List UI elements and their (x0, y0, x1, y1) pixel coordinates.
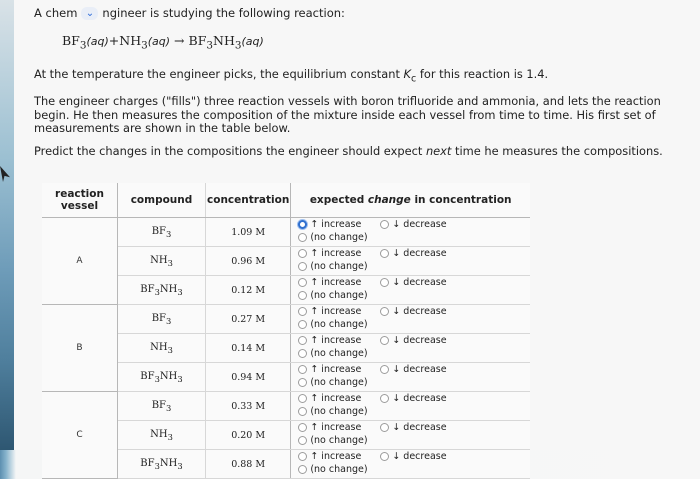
compound-cell: $BF_3NH_3$ (118, 450, 206, 479)
compound-cell: $NH_3$ (118, 421, 206, 450)
chevron-down-icon[interactable]: ⌄ (81, 7, 98, 20)
concentration-cell: 0.88 M (206, 450, 291, 479)
plus-sign: + (108, 33, 120, 48)
option-label: (no change) (310, 406, 368, 417)
option-label: ↑ increase (310, 219, 362, 230)
change-options (291, 334, 530, 363)
reactant2-sub: 3 (141, 39, 148, 52)
option-nochange[interactable] (298, 348, 367, 359)
radio-decrease[interactable] (380, 336, 389, 345)
radio-decrease[interactable] (380, 220, 389, 229)
option-label: ↑ increase (310, 364, 362, 375)
radio-nochange[interactable] (298, 436, 307, 445)
option-nochange[interactable] (298, 435, 367, 446)
product-mid: NH (213, 33, 235, 48)
reactant2: NH (119, 33, 142, 48)
radio-decrease[interactable] (380, 307, 389, 316)
table-row (42, 218, 530, 247)
option-label: (no change) (310, 290, 368, 301)
header-expected-change: expected change in concentration (291, 183, 530, 218)
option-nochange[interactable] (298, 232, 367, 243)
radio-increase[interactable] (298, 452, 307, 461)
vessel-label: C (42, 392, 118, 479)
option-decrease[interactable] (380, 306, 456, 317)
radio-increase[interactable] (298, 394, 307, 403)
radio-nochange[interactable] (298, 465, 307, 474)
concentration-cell: 0.94 M (206, 363, 291, 392)
reactant1: BF (62, 33, 80, 48)
radio-increase[interactable] (298, 336, 307, 345)
option-label: ↑ increase (310, 451, 362, 462)
option-label: ↓ decrease (392, 335, 447, 346)
change-options (291, 218, 530, 247)
radio-nochange[interactable] (298, 262, 307, 271)
option-label: ↑ increase (310, 422, 362, 433)
change-options (291, 247, 530, 276)
option-label: ↓ decrease (392, 277, 447, 288)
option-label: (no change) (310, 377, 368, 388)
radio-nochange[interactable] (298, 233, 307, 242)
option-decrease[interactable] (380, 364, 456, 375)
change-options (291, 450, 530, 479)
radio-increase[interactable] (298, 220, 307, 229)
option-label: (no change) (310, 319, 368, 330)
product: BF (188, 33, 207, 48)
option-label: (no change) (310, 232, 368, 243)
radio-increase[interactable] (298, 423, 307, 432)
concentration-cell: 0.96 M (206, 247, 291, 276)
concentration-cell: 0.12 M (206, 276, 291, 305)
option-nochange[interactable] (298, 319, 367, 330)
compound-cell: $BF_3NH_3$ (118, 276, 206, 305)
option-label: ↑ increase (310, 306, 362, 317)
product-state: (aq) (241, 35, 264, 48)
radio-nochange[interactable] (298, 407, 307, 416)
radio-increase[interactable] (298, 249, 307, 258)
reaction-equation (62, 33, 264, 52)
desktop-background-strip (0, 0, 14, 450)
option-label: ↓ decrease (392, 364, 447, 375)
table-row (42, 392, 530, 421)
concentration-cell: 0.33 M (206, 392, 291, 421)
intro-prefix: A chem (34, 6, 78, 20)
option-increase[interactable] (298, 393, 374, 404)
option-label: ↑ increase (310, 335, 362, 346)
option-label: ↑ increase (310, 277, 362, 288)
concentration-cell: 0.14 M (206, 334, 291, 363)
radio-nochange[interactable] (298, 378, 307, 387)
change-options (291, 392, 530, 421)
option-nochange[interactable] (298, 290, 367, 301)
reactant1-sub: 3 (79, 39, 87, 52)
option-decrease[interactable] (380, 277, 456, 288)
reactant1-state: (aq) (86, 35, 109, 48)
intro-line (34, 6, 345, 20)
table-header-row (42, 183, 530, 218)
option-decrease[interactable] (380, 393, 456, 404)
option-increase[interactable] (298, 277, 374, 288)
option-increase[interactable] (298, 422, 374, 433)
option-increase[interactable] (298, 335, 374, 346)
option-label: (no change) (310, 464, 368, 475)
radio-decrease[interactable] (380, 278, 389, 287)
product-sub2: 3 (234, 39, 242, 52)
option-label: ↓ decrease (392, 248, 447, 259)
radio-nochange[interactable] (298, 349, 307, 358)
radio-decrease[interactable] (380, 394, 389, 403)
change-options (291, 421, 530, 450)
radio-decrease[interactable] (380, 452, 389, 461)
concentration-cell: 1.09 M (206, 218, 291, 247)
option-label: ↓ decrease (392, 306, 447, 317)
concentration-cell: 0.20 M (206, 421, 291, 450)
radio-increase[interactable] (298, 365, 307, 374)
compound-cell: $BF_3NH_3$ (118, 363, 206, 392)
option-decrease[interactable] (380, 422, 456, 433)
option-increase[interactable] (298, 364, 374, 375)
radio-decrease[interactable] (380, 365, 389, 374)
product-sub1: 3 (206, 39, 213, 52)
radio-decrease[interactable] (380, 249, 389, 258)
compound-cell: $BF_3$ (118, 305, 206, 334)
radio-increase[interactable] (298, 278, 307, 287)
compound-cell: $NH_3$ (118, 247, 206, 276)
option-label: ↑ increase (310, 248, 362, 259)
option-increase[interactable] (298, 451, 374, 462)
option-decrease[interactable] (380, 335, 456, 346)
compound-cell: $BF_3$ (118, 392, 206, 421)
option-label: (no change) (310, 348, 368, 359)
option-increase[interactable] (298, 248, 374, 259)
measurements-table (42, 183, 530, 479)
radio-nochange[interactable] (298, 320, 307, 329)
concentration-cell: 0.27 M (206, 305, 291, 334)
option-nochange[interactable] (298, 406, 367, 417)
option-label: ↓ decrease (392, 219, 447, 230)
reaction-arrow: → (174, 33, 185, 48)
intro-suffix: ngineer is studying the following reaction: (102, 6, 345, 20)
kc-symbol: K (403, 67, 412, 81)
compound-cell: $BF_3$ (118, 218, 206, 247)
option-label: (no change) (310, 435, 368, 446)
change-options (291, 276, 530, 305)
option-label: (no change) (310, 261, 368, 272)
prompt-paragraph: Predict the changes in the compositions the engineer should expect next time he measures the compositions. (34, 144, 663, 158)
header-concentration: concentration (206, 183, 291, 218)
header-vessel: reaction vessel (42, 183, 118, 218)
vessel-label: B (42, 305, 118, 392)
option-increase[interactable] (298, 306, 374, 317)
option-nochange[interactable] (298, 261, 367, 272)
table-row (42, 305, 530, 334)
option-label: ↓ decrease (392, 422, 447, 433)
option-nochange[interactable] (298, 377, 367, 388)
option-decrease[interactable] (380, 451, 456, 462)
option-decrease[interactable] (380, 219, 456, 230)
compound-cell: $NH_3$ (118, 334, 206, 363)
option-decrease[interactable] (380, 248, 456, 259)
radio-nochange[interactable] (298, 291, 307, 300)
option-label: ↑ increase (310, 393, 362, 404)
option-label: ↓ decrease (392, 451, 447, 462)
option-nochange[interactable] (298, 464, 367, 475)
equilibrium-statement: At the temperature the engineer picks, the equilibrium constant $K_c$ for this reaction is 1.4. (34, 67, 549, 85)
vessel-label: A (42, 218, 118, 305)
header-compound: compound (118, 183, 206, 218)
reactant2-state: (aq) (147, 35, 171, 48)
radio-decrease[interactable] (380, 423, 389, 432)
radio-increase[interactable] (298, 307, 307, 316)
option-label: ↓ decrease (392, 393, 447, 404)
change-options (291, 305, 530, 334)
option-increase[interactable] (298, 219, 374, 230)
setup-paragraph: The engineer charges ("fills") three reaction vessels with boron trifluoride and ammonia, and lets the reaction begin. He then measures the composition of the mixture inside each vessel from time to time. His first set of measurements are shown in the table below. (34, 94, 661, 135)
change-options (291, 363, 530, 392)
